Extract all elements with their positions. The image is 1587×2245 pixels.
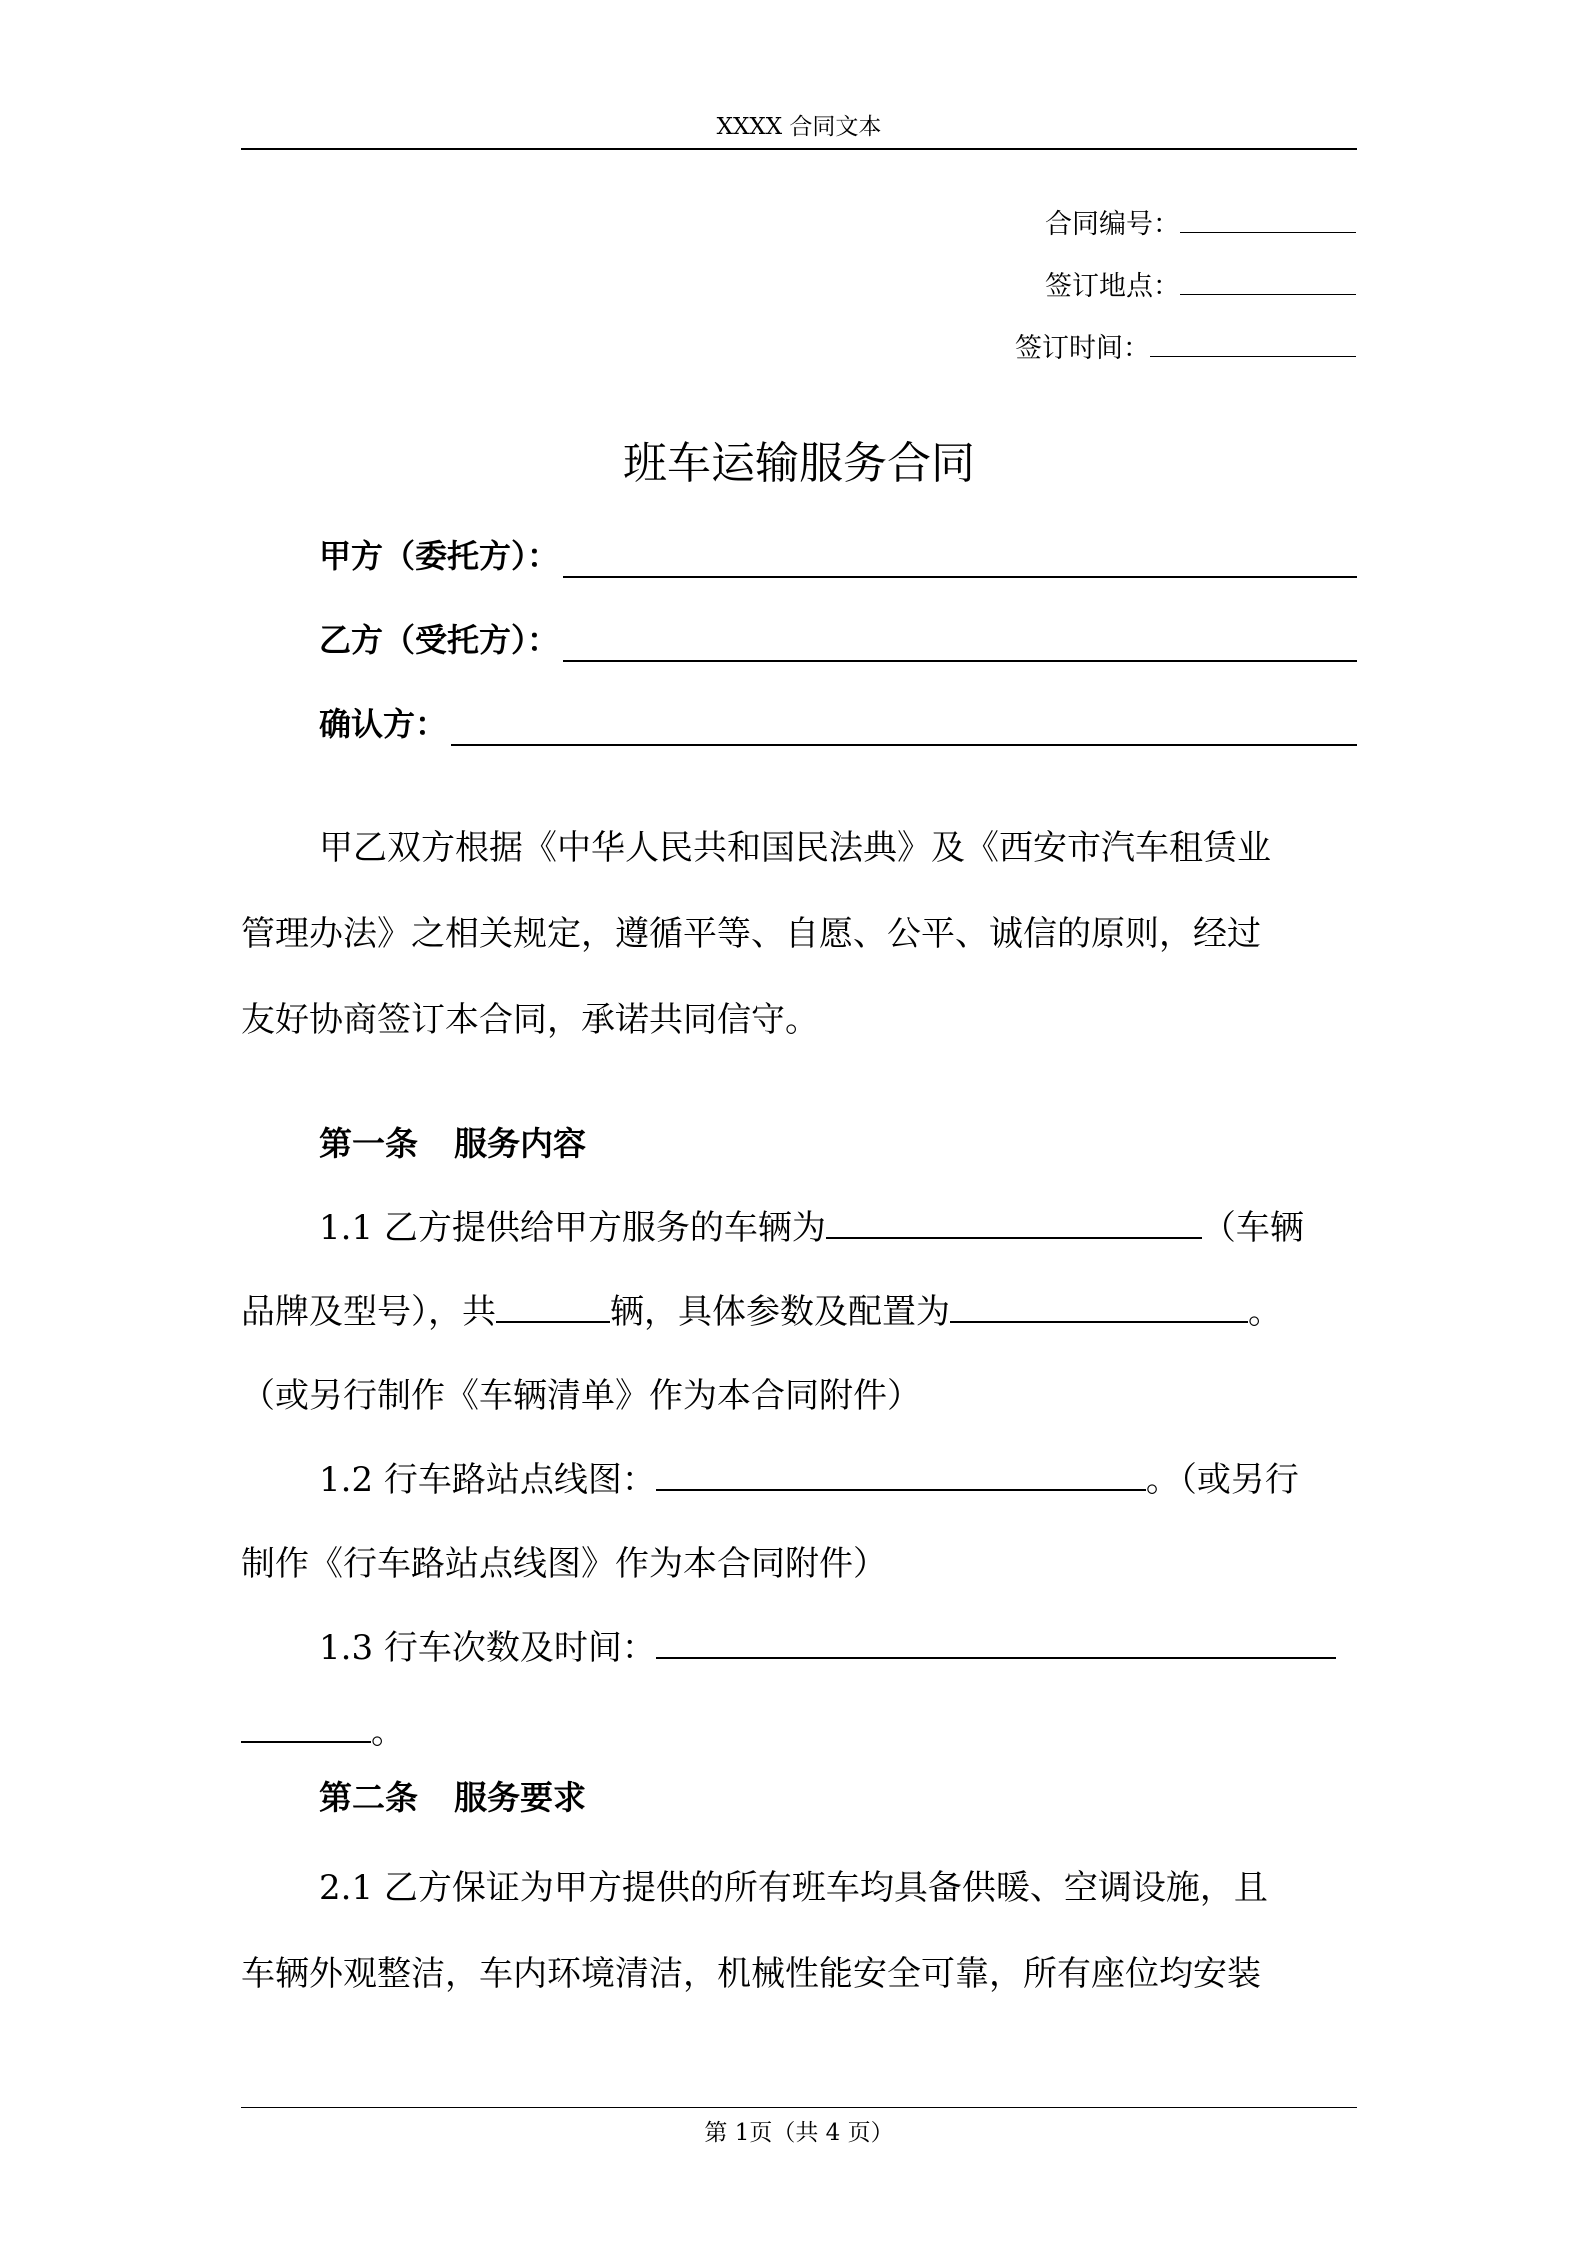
clause-1-2-text-b: 。（或另行 (1145, 1460, 1299, 1500)
sign-time-label: 签订时间： (1015, 333, 1150, 364)
contract-number-row (1045, 206, 1356, 243)
vehicle-count-blank[interactable] (496, 1291, 610, 1323)
clause-1-1-line-1 (319, 1206, 1304, 1250)
article-1-heading (319, 1122, 586, 1166)
header-rule (241, 148, 1357, 150)
confirmer-row (319, 702, 1357, 746)
clause-2-1-line-2: 车辆外观整洁，车内环境清洁，机械性能安全可靠，所有座位均安装 (241, 1954, 1261, 1994)
clause-1-2-line-1 (319, 1458, 1299, 1502)
clause-1-2-number: 1.2 (319, 1460, 374, 1500)
article-2-heading (319, 1776, 586, 1820)
party-b-label: 乙方（受托方）： (319, 621, 560, 659)
page-footer: 第 1页（共 4 页） (704, 2120, 894, 2146)
preamble-line-2: 管理办法》之相关规定，遵循平等、自愿、公平、诚信的原则，经过 (241, 914, 1261, 954)
sign-time-row (1015, 330, 1356, 367)
article-1-number: 第一条 (319, 1124, 418, 1163)
party-a-blank[interactable] (563, 546, 1357, 578)
party-a-label: 甲方（委托方）： (319, 537, 560, 575)
confirmer-label: 确认方： (319, 705, 448, 743)
clause-1-3-line-2 (241, 1710, 405, 1754)
article-2-number: 第二条 (319, 1778, 418, 1817)
party-b-row (319, 618, 1357, 662)
contract-number-blank[interactable] (1180, 206, 1356, 233)
clause-1-1-text-c: 品牌及型号），共 (241, 1292, 496, 1332)
clause-1-1-line-2 (241, 1290, 1282, 1334)
page-header: XXXX 合同文本 (716, 114, 882, 140)
party-b-blank[interactable] (563, 630, 1357, 662)
clause-1-2-text-a: 行车路站点线图： (383, 1460, 656, 1500)
vehicle-model-blank[interactable] (826, 1207, 1202, 1239)
clause-1-2-line-2: 制作《行车路站点线图》作为本合同附件） (241, 1544, 887, 1584)
trip-schedule-blank-cont[interactable] (241, 1711, 371, 1743)
sign-place-row (1045, 268, 1356, 305)
clause-1-3-number: 1.3 (319, 1628, 374, 1668)
preamble-line-3: 友好协商签订本合同，承诺共同信守。 (241, 1000, 819, 1040)
clause-1-3-text-b: 。 (371, 1712, 405, 1752)
sign-place-blank[interactable] (1180, 268, 1356, 295)
clause-2-1-text-a: 乙方保证为甲方提供的所有班车均具备供暖、空调设施，且 (383, 1868, 1268, 1908)
clause-1-1-text-d: 辆，具体参数及配置为 (610, 1292, 950, 1332)
preamble-line-1: 甲乙双方根据《中华人民共和国民法典》及《西安市汽车租赁业 (319, 828, 1271, 868)
party-a-row (319, 534, 1357, 578)
clause-1-1-text-e: 。 (1248, 1292, 1282, 1332)
clause-1-1-text-b: （车辆 (1201, 1208, 1304, 1248)
sign-time-blank[interactable] (1150, 330, 1356, 357)
confirmer-blank[interactable] (451, 714, 1357, 746)
clause-2-1-number: 2.1 (319, 1868, 374, 1908)
contract-title: 班车运输服务合同 (623, 438, 975, 489)
sign-place-label: 签订地点： (1045, 271, 1180, 302)
clause-1-3-line-1 (319, 1626, 1336, 1670)
clause-1-1-line-3: （或另行制作《车辆清单》作为本合同附件） (241, 1376, 921, 1416)
trip-schedule-blank[interactable] (656, 1627, 1336, 1659)
clause-1-1-number: 1.1 (319, 1208, 374, 1248)
contract-number-label: 合同编号： (1045, 209, 1180, 240)
route-map-blank[interactable] (656, 1459, 1146, 1491)
footer-rule (241, 2107, 1357, 2108)
article-1-title: 服务内容 (454, 1124, 586, 1163)
clause-1-1-text-a: 乙方提供给甲方服务的车辆为 (383, 1208, 826, 1248)
clause-1-3-text-a: 行车次数及时间： (383, 1628, 656, 1668)
clause-2-1-line-1 (319, 1866, 1268, 1910)
vehicle-config-blank[interactable] (950, 1291, 1248, 1323)
article-2-title: 服务要求 (454, 1778, 586, 1817)
